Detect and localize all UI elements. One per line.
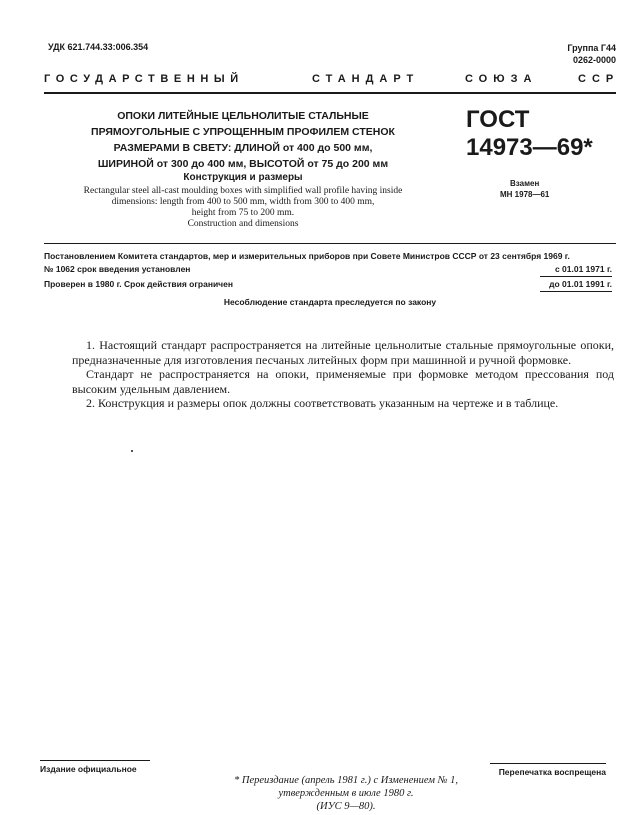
- date-underline-1: [540, 276, 612, 277]
- group-code: [567, 42, 616, 66]
- reprint-prohibited: Перепечатка воспрещена: [498, 767, 606, 777]
- document-subtitle: Конструкция и размеры: [183, 172, 303, 183]
- gost-label: ГОСТ: [466, 106, 530, 133]
- english-title-line-4: Construction and dimensions: [187, 219, 299, 229]
- speck: [131, 450, 133, 452]
- title-line-4: ШИРИНОЙ от 300 до 400 мм, ВЫСОТОЙ от 75 до 200 мм: [97, 158, 389, 170]
- banner-word-4: ССР: [578, 73, 620, 85]
- paragraph-3: 2. Конструкция и размеры опок должны соответствовать указанным на чертеже и в таблице.: [86, 396, 559, 410]
- english-title-line-3: height from 75 to 200 mm.: [191, 208, 295, 218]
- document-title: [58, 108, 428, 172]
- reissue-footnote: [196, 774, 496, 813]
- effective-date: с 01.01 1971 г.: [554, 264, 612, 274]
- footnote-line-1: * Переиздание (апрель 1981 г.) с Изменением № 1,: [233, 775, 459, 786]
- group-label: Группа Г44: [567, 43, 616, 53]
- banner-rule: [44, 92, 616, 94]
- okp-code: 0262-0000: [572, 55, 616, 65]
- decree-line-2: [44, 263, 612, 276]
- banner-word-1: ГОСУДАРСТВЕННЫЙ: [44, 73, 244, 85]
- decree-line-1: Постановлением Комитета стандартов, мер и измерительных приборов при Совете Министров СССР от 23 сентября 1969 г.: [44, 251, 570, 261]
- body-text: [72, 338, 614, 411]
- english-title-line-1: Rectangular steel all-cast moulding boxes with simplified wall profile having inside: [83, 186, 403, 196]
- title-line-1: ОПОКИ ЛИТЕЙНЫЕ ЦЕЛЬНОЛИТЫЕ СТАЛЬНЫЕ: [117, 110, 369, 122]
- footer-rule-right: [490, 763, 606, 764]
- banner-word-3: СОЮЗА: [465, 73, 538, 85]
- paragraph-2: Стандарт не распространяется на опоки, применяемые при формовке методом прессования под высоким удельным давлением.: [72, 367, 614, 396]
- date-underline-2: [540, 291, 612, 292]
- replaces-label: Взамен: [510, 179, 540, 188]
- paragraph-1: 1. Настоящий стандарт распространяется на литейные цельнолитые стальные прямоугольные опоки, предназначенные для изготовления песчаных литейных форм при машинной и ручной формовке.: [72, 338, 614, 367]
- decree-line-3: [44, 278, 612, 291]
- official-edition: Издание официальное: [40, 764, 137, 774]
- footnote-line-3: (ИУС 9—80).: [316, 801, 376, 812]
- legal-notice: Несоблюдение стандарта преследуется по закону: [223, 297, 437, 307]
- english-title: [58, 186, 428, 230]
- replaces-value: МН 1978—61: [500, 190, 550, 199]
- footnote-line-2: утвержденным в июле 1980 г.: [278, 788, 414, 799]
- decree-number: № 1062 срок введения установлен: [44, 264, 191, 274]
- english-title-line-2: dimensions: length from 400 to 500 mm, width from 300 to 400 mm,: [111, 197, 375, 207]
- banner-word-2: СТАНДАРТ: [312, 73, 420, 85]
- replaces-block: [500, 178, 549, 200]
- title-line-3: РАЗМЕРАМИ В СВЕТУ: ДЛИНОЙ от 400 до 500 мм,: [113, 142, 373, 154]
- decree-block: [44, 250, 612, 291]
- decree-top-rule: [44, 243, 616, 244]
- gost-number: [466, 106, 593, 162]
- review-note: Проверен в 1980 г. Срок действия ограничен: [44, 279, 233, 289]
- footer-rule-left: [40, 760, 150, 761]
- gost-code: 14973—69*: [466, 134, 593, 161]
- udk-code: УДК 621.744.33:006.354: [48, 42, 149, 52]
- title-line-2: ПРЯМОУГОЛЬНЫЕ С УПРОЩЕННЫМ ПРОФИЛЕМ СТЕНОК: [91, 126, 395, 138]
- expiry-date: до 01.01 1991 г.: [549, 279, 612, 289]
